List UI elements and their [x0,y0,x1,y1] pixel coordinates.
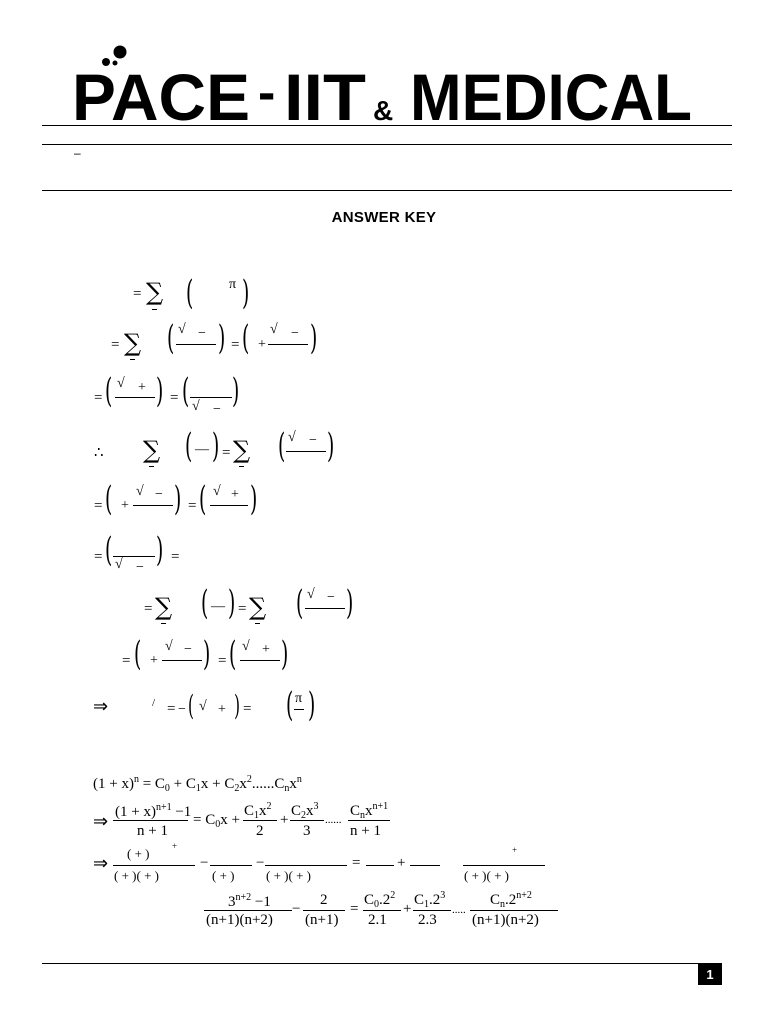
left-paren: ( [186,273,194,313]
left-paren: ( [278,426,286,466]
right-paren: ) [234,689,241,722]
binomial-l2-term1-num: $C_1x^2$ [244,801,272,821]
fraction-bar [113,820,188,821]
plus-sign: + [258,337,266,352]
plus-sign: + [397,855,406,871]
left-paren: ( [167,318,175,358]
binomial-l2-rhs: = $C_0x$ + [193,812,240,830]
header-rule-bottom [42,190,732,191]
right-paren: ) [281,634,289,674]
equals-sign: = [222,445,231,461]
left-paren: ( [105,530,113,570]
plus-sign: + [121,498,129,513]
plus-sign: + [138,380,146,395]
pace-iit-medical-logo [70,40,700,124]
minus-sign: − [155,487,163,502]
sigma-subscript [239,466,244,467]
binomial-l4-den3: 2.1 [368,912,387,928]
left-paren: ( [286,685,294,725]
sqrt-symbol: √ [192,399,200,414]
right-paren: ) [212,426,220,466]
fraction-bar [113,865,195,866]
plus-sign: + [403,901,412,917]
equals-sign: = [218,653,227,669]
equals-sign: = [94,498,103,514]
minus-sign: − [213,402,221,417]
dots: ...... [325,814,342,826]
fraction-bar [348,820,390,821]
sqrt-symbol: √ [199,699,207,714]
right-paren: ) [232,371,240,411]
fraction-bar [463,865,545,866]
plus-sign: + [262,642,270,657]
left-paren: ( [242,318,250,358]
implies-arrow: ⇒ [93,811,109,832]
sigma-symbol: ∑ [143,436,161,464]
binomial-l2-denominator: n + 1 [137,823,168,839]
fraction-bar [204,910,292,911]
binomial-l4-c0: $C_0.2^2$ [364,890,396,910]
left-paren: ( [134,634,142,674]
fraction-bar [470,910,558,911]
plus-sign: + [218,702,226,717]
right-paren: ) [250,479,258,519]
left-paren: ( [296,583,304,623]
binomial-l2-numerator: $(1 + x)^{n+1} -1$ [115,802,192,820]
logo-dot-large [114,46,127,59]
sqrt-symbol: √ [270,322,278,337]
right-paren: ) [310,318,318,358]
fraction-bar [410,865,440,866]
fraction-bar [305,608,345,609]
left-paren: ( [105,371,113,411]
sqrt-symbol: √ [165,639,173,654]
binomial-l4-den2: (n+1) [305,912,339,928]
binomial-l3-num1: ( + ) [127,846,150,861]
sqrt-symbol: √ [307,587,315,602]
plus-sign: + [231,487,239,502]
implies-arrow: ⇒ [93,696,109,717]
fraction-bar [240,660,280,661]
header-rule-top [42,125,732,126]
right-paren: ) [218,318,226,358]
header-rule-middle [42,144,732,145]
sigma-symbol: ∑ [155,593,173,621]
header-mark: – [74,146,81,160]
sqrt-symbol: √ [178,322,186,337]
sigma-subscript [152,309,157,310]
fraction-bar [210,865,252,866]
binomial-l4-cn: $C_n.2^{n+2}$ [490,890,532,910]
sqrt-symbol: √ [288,430,296,445]
pi-symbol: π [295,691,303,706]
equals-sign: = [122,653,131,669]
minus-short: — [211,599,225,614]
logo-iit: IIT [284,60,366,124]
fraction-bar [265,865,347,866]
binomial-l4-den5: (n+1)(n+2) [472,912,539,928]
binomial-l2-term2-num: $C_2x^3$ [291,801,319,821]
binomial-l4-num2: 2 [320,892,328,908]
right-paren: ) [228,583,236,623]
equals-sign: = [238,601,247,617]
right-paren: ) [156,371,164,411]
fraction-bar [190,397,232,398]
left-paren: ( [182,371,190,411]
pi-symbol: π [229,277,237,292]
logo-medical: MEDICAL [410,60,692,124]
fraction-bar [286,451,326,452]
right-paren: ) [327,426,335,466]
equals-sign: = [111,337,120,353]
binomial-l3-den4: ( + )( + ) [464,868,509,883]
minus-sign: − [200,855,209,871]
binomial-l2-term2-den: 3 [303,823,311,839]
equals-sign: = [170,390,179,406]
fraction-bar [268,344,308,345]
sqrt-symbol: √ [117,376,125,391]
equals-sign: = [167,701,176,717]
fraction-bar [290,820,324,821]
right-paren: ) [308,685,316,725]
minus-sign: − [256,855,265,871]
fraction-bar [366,865,394,866]
minus-sign: − [292,901,301,917]
minus-sign: − [178,702,186,717]
fraction-bar [115,397,155,398]
equals-sign: = [231,337,240,353]
binomial-l4-num1: $3^{n+2} -1$ [228,892,271,910]
fraction-bar [413,910,451,911]
sqrt-symbol: √ [115,557,123,572]
binomial-line-1: $(1 + x)^n = C_0 + C_1x + C_2x^2......C_nx^n$ [93,774,302,794]
footer-rule [42,963,722,964]
sigma-symbol: ∑ [124,329,142,357]
minus-sign: − [309,433,317,448]
equals-sign: = [94,390,103,406]
minus-sign: − [198,326,206,341]
sqrt-symbol: √ [242,639,250,654]
fraction-bar [303,910,345,911]
minus-short: — [195,442,209,457]
sigma-subscript [161,623,166,624]
page-number-badge: 1 [698,963,722,985]
fraction-bar [294,709,304,710]
binomial-l4-c1: $C_1.2^3$ [414,890,446,910]
right-paren: ) [203,634,211,674]
dots: ..... [452,904,466,916]
right-paren: ) [156,530,164,570]
fraction-bar [210,505,248,506]
right-paren: ) [242,273,250,313]
minus-sign: − [327,590,335,605]
equals-sign: = [171,549,180,565]
binomial-l4-den4: 2.3 [418,912,437,928]
sqrt-symbol: √ [136,484,144,499]
fraction-bar [162,660,202,661]
sigma-subscript [255,623,260,624]
plus-sign: + [150,653,158,668]
left-paren: ( [105,479,113,519]
logo-pace: PACE [72,60,250,124]
page-title: ANSWER KEY [331,209,437,226]
right-paren: ) [346,583,354,623]
binomial-l3-den3: ( + )( + ) [266,868,311,883]
sqrt-symbol: √ [213,484,221,499]
equals-sign: = [352,855,361,871]
fraction-bar [363,910,401,911]
fraction-bar [176,344,216,345]
binomial-l2-termn-den: n + 1 [350,823,381,839]
equals-sign: = [144,601,153,617]
binomial-l3-sup: + [172,841,178,851]
therefore-symbol: ∴ [94,445,104,461]
fraction-bar [133,505,173,506]
binomial-l3-den2: ( + ) [212,868,235,883]
binomial-l2-term1-den: 2 [256,823,264,839]
left-paren: ( [229,634,237,674]
logo-ampersand: & [373,95,394,124]
binomial-l4-den1: (n+1)(n+2) [206,912,273,928]
binomial-l2-termn-num: $C_nx^{n+1}$ [350,801,389,821]
slash-mark: / [152,697,156,709]
equals-sign: = [94,549,103,565]
equals-sign: = [243,701,252,717]
equals-sign: = [133,286,142,302]
plus-sign: + [280,812,289,828]
sigma-symbol: ∑ [146,278,164,306]
implies-arrow: ⇒ [93,853,109,874]
minus-sign: − [136,560,144,575]
sigma-symbol: ∑ [233,436,251,464]
left-paren: ( [188,689,195,722]
left-paren: ( [185,426,193,466]
sigma-subscript [149,466,154,467]
binomial-l3-sup2: + [512,845,518,855]
minus-sign: − [184,642,192,657]
left-paren: ( [199,479,207,519]
binomial-l3-den1: ( + )( + ) [114,868,159,883]
sigma-subscript [130,359,135,360]
right-paren: ) [174,479,182,519]
left-paren: ( [201,583,209,623]
equals-sign: = [188,498,197,514]
minus-sign: − [291,326,299,341]
logo-dash: - [258,64,276,122]
fraction-bar [243,820,277,821]
sigma-symbol: ∑ [249,593,267,621]
equals-sign: = [350,901,359,917]
